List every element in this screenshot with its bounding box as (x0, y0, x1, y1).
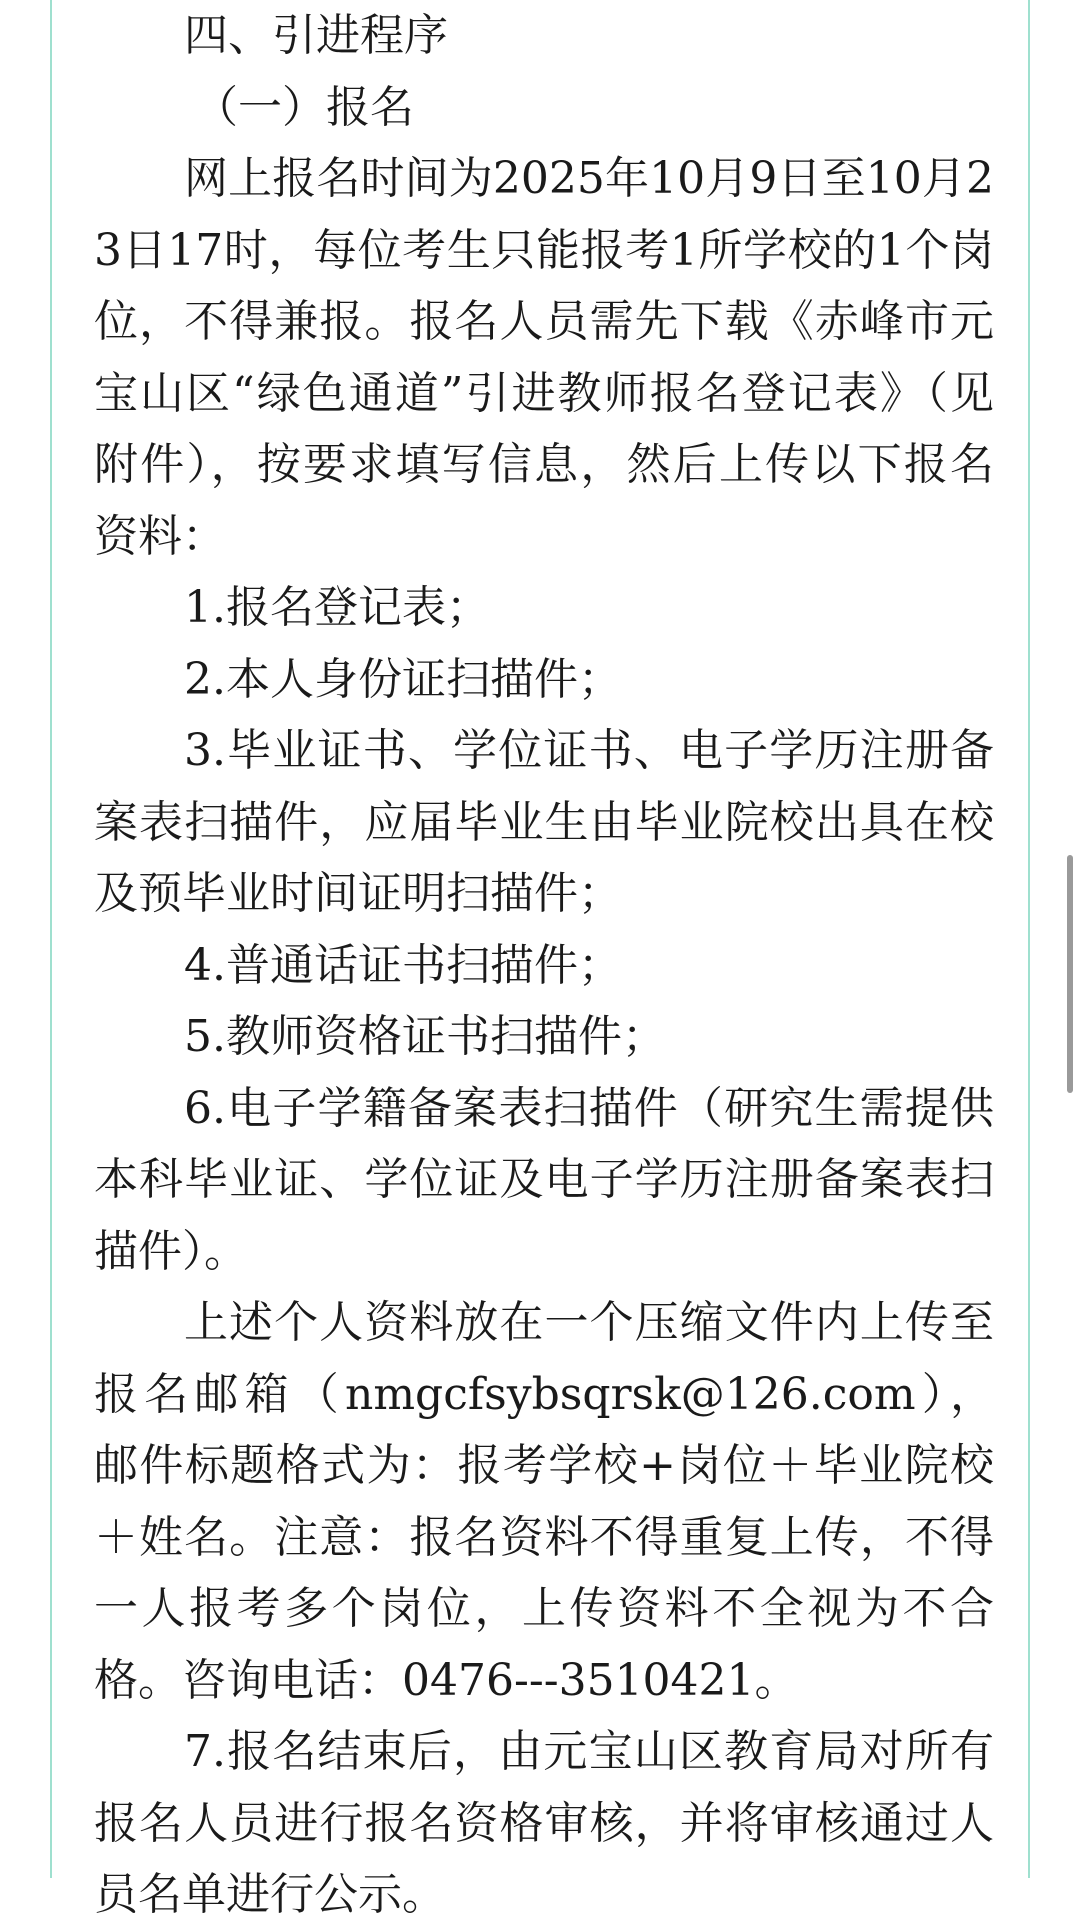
scrollbar-thumb[interactable] (1067, 855, 1073, 1093)
section-heading: 四、引进程序 (184, 10, 448, 61)
left-border-line (50, 0, 52, 1878)
right-border-line (1028, 0, 1030, 1878)
list-item-1: 1.报名登记表； (184, 582, 490, 633)
list-item-4: 4.普通话证书扫描件； (184, 939, 622, 991)
subsection-heading: （一）报名 (194, 81, 414, 133)
document-body (94, 0, 994, 1931)
paragraph-registration-time: 网上报名时间为2025年10月9日至10月23日17时，每位考生只能报考1所学校的1个岗位，不得兼报。报名人员需先下载《赤峰市元宝山区“绿色通道”引进教师报名登记表》（见附件），按要求填写信息，然后上传以下报名资料： (94, 153, 994, 562)
paragraph-upload-instructions: 上述个人资料放在一个压缩文件内上传至报名邮箱（nmgcfsybsqrsk@126.com），邮件标题格式为：报考学校+岗位＋毕业院校＋姓名。注意：报名资料不得重复上传，不得一人报考多个岗位，上传资料不全视为不合格。咨询电话：0476---3510421。 (94, 1297, 994, 1706)
list-item-2: 2.本人身份证扫描件； (184, 653, 622, 705)
list-item-6: 6.电子学籍备案表扫描件（研究生需提供本科毕业证、学位证及电子学历注册备案表扫描件）。 (94, 1082, 994, 1277)
list-item-3: 3.毕业证书、学位证书、电子学历注册备案表扫描件，应届毕业生由毕业院校出具在校及预毕业时间证明扫描件； (94, 725, 994, 919)
list-item-7: 7.报名结束后，由元宝山区教育局对所有报名人员进行报名资格审核，并将审核通过人员名单进行公示。 (94, 1726, 994, 1920)
list-item-5: 5.教师资格证书扫描件； (184, 1011, 666, 1062)
